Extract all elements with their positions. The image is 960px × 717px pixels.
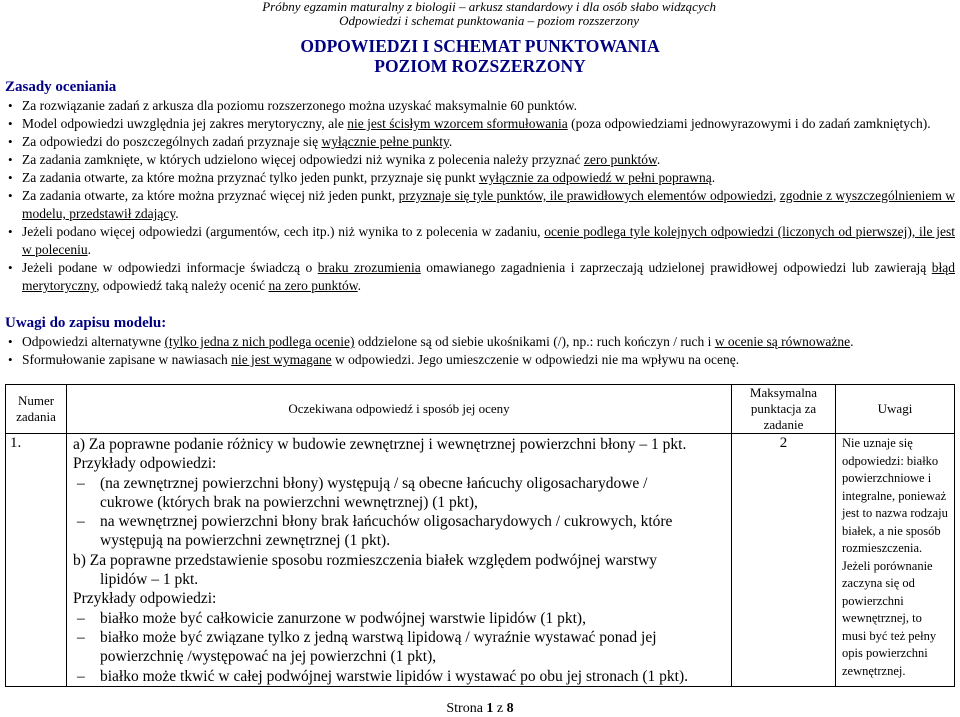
col-header-numer: Numer zadania (6, 385, 67, 434)
answer-line: powierzchnię /występować na jej powierzchni (1 pkt), (100, 648, 437, 666)
answer-line: – białko może tkwić w całej podwójnej warstwie lipidów i wystawać po obu jej stronach (1 pkt). (77, 667, 688, 685)
section-heading-zasady: Zasady oceniania (5, 79, 117, 95)
page-footer (0, 701, 960, 717)
task-number: 1. (6, 434, 67, 687)
task-notes: Nie uznaje się odpowiedzi: białko powierzchniowe i integralne, ponieważ jest to nazwa rodzaju białek, a nie sposób rozmieszczenia. Jeżeli porównanie zaczyna się od powierzchni wewnętrznej, to musi być też pełny opis powierzchni zewnętrznej. (836, 434, 955, 687)
answer-line: Przykłady odpowiedzi: (73, 590, 217, 608)
section-heading-uwagi-zapis: Uwagi do zapisu modelu: (5, 315, 167, 331)
answer-line: a) Za poprawne podanie różnicy w budowie zewnętrznej i wewnętrznej powierzchni błony – 1 pkt. (73, 436, 687, 453)
footer-separator: z (493, 701, 507, 716)
running-header (262, 0, 716, 28)
answer-line: Przykłady odpowiedzi: (73, 455, 217, 473)
col-header-uwagi: Uwagi (836, 385, 955, 434)
rule-item: • Za zadania otwarte, za które można przyznać tylko jeden punkt, przyznaje się punkt wyłącznie za odpowiedź w pełni poprawną. (0, 169, 960, 187)
uwagi-zapis-list (0, 333, 960, 369)
footer-label: Strona (446, 701, 487, 716)
rule-item: • Za zadania zamknięte, w których udzielono więcej odpowiedzi niż wynika z polecenia należy przyznać zero punktów. (0, 151, 960, 169)
answer-line: – białko może być związane tylko z jedną warstwą lipidową / wyraźnie wystawać ponad jej (77, 628, 657, 646)
rule-item: • Jeżeli podano więcej odpowiedzi (argumentów, cech itp.) niż wynika to z polecenia w zadaniu, ocenie podlega tyle kolejnych odpowiedzi (liczonych od pierwszej), ile jest w poleceniu. (0, 223, 960, 259)
footer-total-pages: 8 (506, 701, 514, 716)
rule-item: • Model odpowiedzi uwzględnia jej zakres merytoryczny, ale nie jest ścisłym wzorcem sformułowania (poza odpowiedziami jednowyrazowymi i do zadań zamkniętych). (0, 115, 960, 133)
rule-item: • Za zadania otwarte, za które można przyznać więcej niż jeden punkt, przyznaje się tyle punktów, ile prawidłowych elementów odpowiedzi, zgodnie z wyszczególnieniem w modelu, przedstawił zdający. (0, 187, 960, 223)
max-points: 2 (732, 434, 836, 687)
footer-page-number: 1 (486, 701, 494, 716)
rule-item: • Za odpowiedzi do poszczególnych zadań przyznaje się wyłącznie pełne punkty. (0, 133, 960, 151)
answer-line: – (na zewnętrznej powierzchni błony) występują / są obecne łańcuchy oligosacharydowe / (77, 474, 648, 492)
answer-line: występują na powierzchni zewnętrznej (1 pkt). (100, 532, 391, 550)
rule-item: • Za rozwiązanie zadań z arkusza dla poziomu rozszerzonego można uzyskać maksymalnie 60 punktów. (0, 97, 960, 115)
rule-item: • Odpowiedzi alternatywne (tylko jedna z nich podlega ocenie) oddzielone są od siebie ukośnikami (/), np.: ruch kończyn / ruch i w ocenie są równoważne. (0, 333, 960, 351)
answer-line: b) Za poprawne przedstawienie sposobu rozmieszczenia białek względem podwójnej warstwy (73, 551, 658, 569)
answer-line: lipidów – 1 pkt. (100, 571, 199, 589)
page-title: ODPOWIEDZI I SCHEMAT PUNKTOWANIA (300, 36, 660, 56)
rule-item: • Sformułowanie zapisane w nawiasach nie jest wymagane w odpowiedzi. Jego umieszczenie w odpowiedzi nie ma wpływu na ocenę. (0, 351, 960, 369)
zasady-list (0, 97, 960, 295)
task-answer (67, 434, 732, 687)
header-line-2: Odpowiedzi i schemat punktowania – poziom rozszerzony (339, 13, 640, 28)
rule-item: • Jeżeli podane w odpowiedzi informacje świadczą o braku zrozumienia omawianego zagadnienia i zaprzeczają udzielonej prawidłowej odpowiedzi lub zawierają błąd merytoryczny, odpowiedź taką należy ocenić na zero punktów. (0, 259, 960, 295)
table-row (6, 434, 955, 687)
col-header-punktacja: Maksymalna punktacja za zadanie (732, 385, 836, 434)
table-header-row (6, 385, 955, 434)
col-header-odpowiedz: Oczekiwana odpowiedź i sposób jej oceny (67, 385, 732, 434)
answer-table (5, 384, 955, 687)
page-subtitle: POZIOM ROZSZERZONY (374, 56, 586, 76)
answer-line: – na wewnętrznej powierzchni błony brak łańcuchów oligosacharydowych / cukrowych, które (77, 513, 673, 531)
header-line-1: Próbny egzamin maturalny z biologii – arkusz standardowy i dla osób słabo widzących (262, 0, 716, 14)
answer-line: – białko może być całkowicie zanurzone w podwójnej warstwie lipidów (1 pkt), (77, 609, 586, 627)
answer-line: cukrowe (których brak na powierzchni wewnętrznej) (1 pkt), (100, 493, 478, 511)
